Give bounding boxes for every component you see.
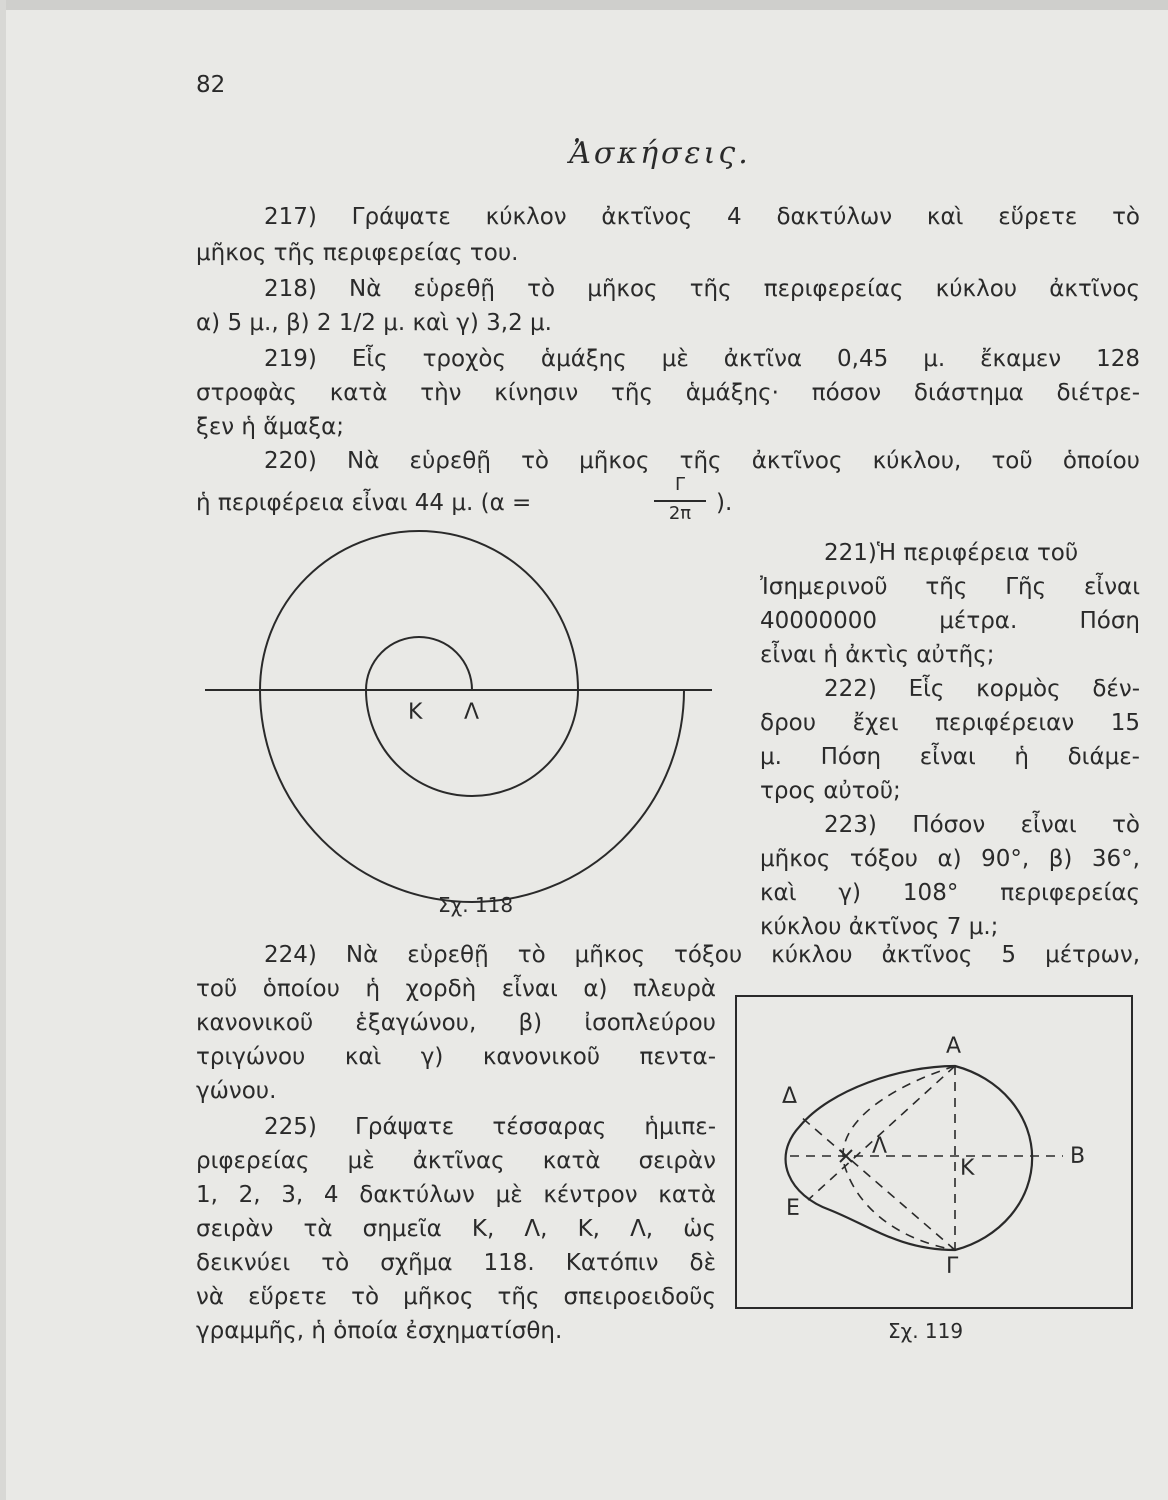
exercise-220-line-2-start: ἡ περιφέρεια εἶναι 44 μ. (α = <box>196 490 532 516</box>
exercise-219-line-1: 219) Εἷς τροχὸς ἁμάξης μὲ ἀκτῖνα 0,45 μ. ἔκαμεν 128 <box>264 346 1140 372</box>
exercise-219-line-3: ξεν ἡ ἅμαξα; <box>196 414 344 440</box>
exercise-222-line-4: τρος αὐτοῦ; <box>760 778 901 804</box>
exercise-225-line-5: δεικνύει τὸ σχῆμα 118. Κατόπιν δὲ <box>196 1250 716 1276</box>
exercise-221-line-1: 221)Ἡ περιφέρεια τοῦ <box>824 540 1079 566</box>
exercise-220-line-1: 220) Νὰ εὑρεθῇ τὸ μῆκος τῆς ἀκτῖνος κύκλου, τοῦ ὁποίου <box>264 448 1140 474</box>
figure-118-label-k: Κ <box>408 700 423 725</box>
figure-118-label-l: Λ <box>464 700 480 725</box>
exercise-218-line-1: 218) Νὰ εὑρεθῇ τὸ μῆκος τῆς περιφερείας κύκλου ἀκτῖνος <box>264 276 1140 302</box>
figure-119-label-l: Λ <box>872 1134 888 1159</box>
exercise-225-line-2: ριφερείας μὲ ἀκτῖνας κατὰ σειρὰν <box>196 1148 716 1174</box>
figure-119-label-g: Γ <box>946 1254 959 1279</box>
exercise-218-line-2: α) 5 μ., β) 2 1/2 μ. καὶ γ) 3,2 μ. <box>196 310 552 336</box>
figure-119-caption: Σχ. 119 <box>888 1319 964 1343</box>
exercise-225-line-7: γραμμῆς, ἡ ὁποία ἐσχηματίσθη. <box>196 1318 563 1344</box>
figure-119-label-b: Β <box>1070 1144 1086 1169</box>
page-number: 82 <box>196 72 226 98</box>
exercise-222-line-3: μ. Πόση εἶναι ἡ διάμε- <box>760 744 1140 770</box>
fraction-numerator: Γ <box>674 474 686 495</box>
exercise-223-line-1: 223) Πόσον εἶναι τὸ <box>824 812 1140 838</box>
exercise-225-line-6: νὰ εὕρετε τὸ μῆκος τῆς σπειροειδοῦς <box>196 1284 716 1310</box>
exercise-224-line-1: 224) Νὰ εὑρεθῇ τὸ μῆκος τόξου κύκλου ἀκτῖνος 5 μέτρων, <box>264 942 1140 968</box>
figure-119-label-a: Α <box>946 1034 962 1059</box>
exercise-223-line-2: μῆκος τόξου α) 90°, β) 36°, <box>760 846 1140 872</box>
exercise-225-line-3: 1, 2, 3, 4 δακτύλων μὲ κέντρον κατὰ <box>196 1182 716 1208</box>
figure-119-label-d: Δ <box>782 1084 798 1109</box>
figure-119-label-e: Ε <box>786 1196 800 1221</box>
exercise-217-line-1: 217) Γράψατε κύκλον ἀκτῖνος 4 δακτύλων καὶ εὕρετε τὸ <box>264 204 1140 230</box>
exercise-221-line-4: εἶναι ἡ ἀκτὶς αὐτῆς; <box>760 642 995 668</box>
exercise-217-line-2: μῆκος τῆς περιφερείας του. <box>196 240 519 266</box>
exercise-223-line-3: καὶ γ) 108° περιφερείας <box>760 880 1140 906</box>
exercise-224-line-5: γώνου. <box>196 1078 277 1104</box>
figure-119-label-k: Κ <box>960 1156 975 1181</box>
exercise-221-line-2: Ἰσημερινοῦ τῆς Γῆς εἶναι <box>760 574 1140 600</box>
exercise-224-line-4: τριγώνου καὶ γ) κανονικοῦ πεντα- <box>196 1044 716 1070</box>
exercise-224-line-2: τοῦ ὁποίου ἡ χορδὴ εἶναι α) πλευρὰ <box>196 976 716 1002</box>
exercise-225-line-1: 225) Γράψατε τέσσαρας ἡμιπε- <box>264 1114 716 1140</box>
exercise-219-line-2: στροφὰς κατὰ τὴν κίνησιν τῆς ἁμάξης· πόσον διάστημα διέτρε- <box>196 380 1140 406</box>
exercise-221-line-3: 40000000 μέτρα. Πόση <box>760 608 1140 634</box>
exercise-223-line-4: κύκλου ἀκτῖνος 7 μ.; <box>760 914 999 940</box>
exercise-222-line-1: 222) Εἷς κορμὸς δέν- <box>824 676 1140 702</box>
fraction-denominator: 2π <box>668 503 692 524</box>
exercise-220-line-2-end: ). <box>716 490 733 516</box>
exercise-225-line-4: σειρὰν τὰ σημεῖα Κ, Λ, Κ, Λ, ὡς <box>196 1216 716 1242</box>
figure-118-caption: Σχ. 118 <box>438 893 514 917</box>
section-heading: Ἀσκήσεις. <box>569 136 751 171</box>
exercise-224-line-3: κανονικοῦ ἑξαγώνου, β) ἰσοπλεύρου <box>196 1010 716 1036</box>
exercise-222-line-2: δρου ἔχει περιφέρειαν 15 <box>760 710 1140 736</box>
